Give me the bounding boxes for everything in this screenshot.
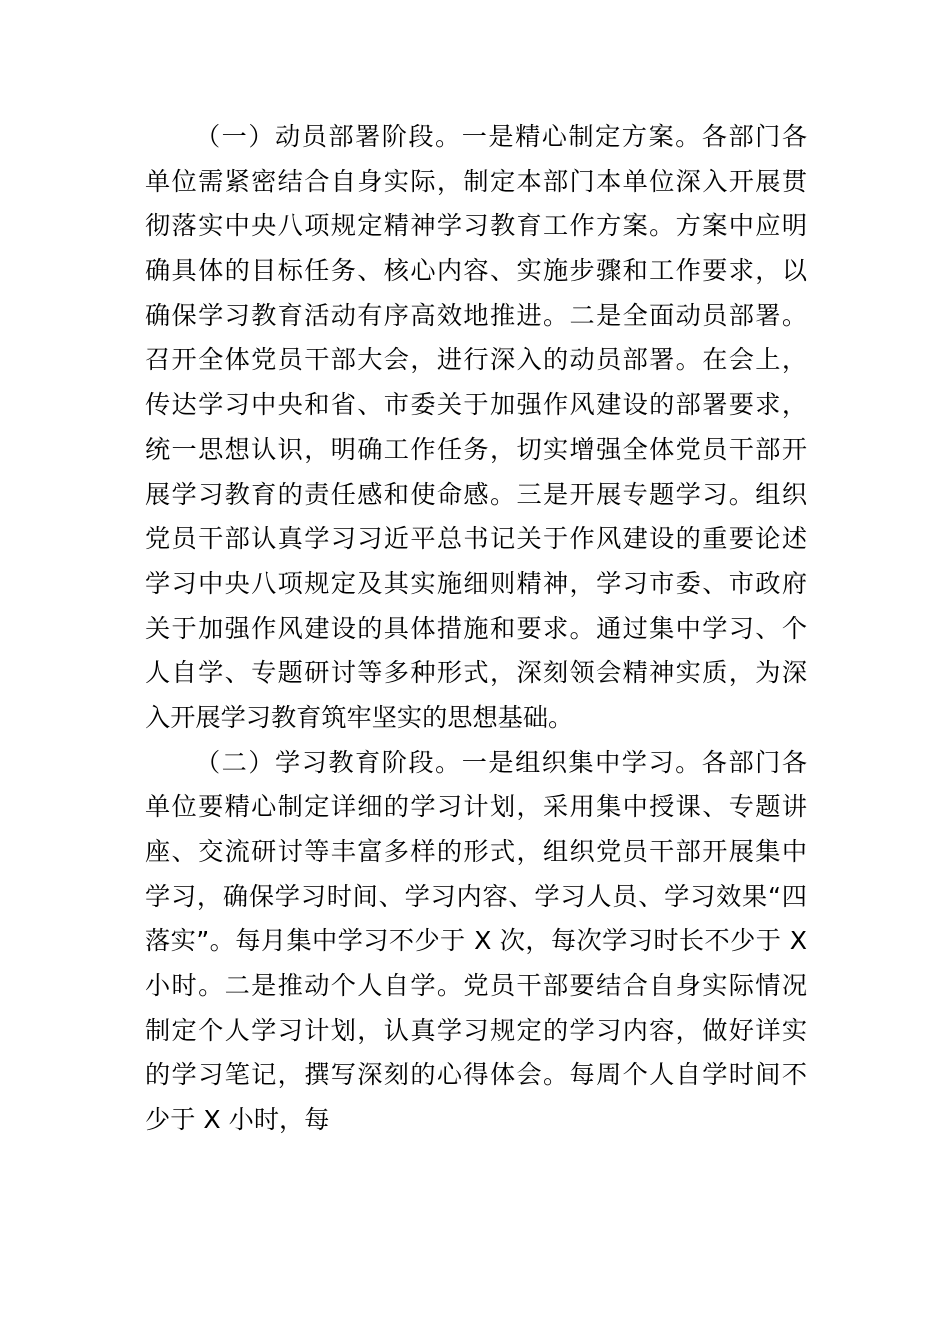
text-line: 传达学习中央和省、市委关于加强作风建设的部署要求， — [145, 390, 807, 420]
text-line: 单位需紧密结合自身实际，制定本部门本单位深入开展贯 — [145, 166, 807, 196]
text-line: 单位要精心制定详细的学习计划，采用集中授课、专题讲 — [145, 792, 807, 822]
text-line: 少于 X 小时，每 — [145, 1105, 330, 1135]
text-line: 统一思想认识，明确工作任务，切实增强全体党员干部开 — [145, 434, 807, 464]
text-line: 座、交流研讨等丰富多样的形式，组织党员干部开展集中 — [145, 837, 807, 866]
text-line: 确具体的目标任务、核心内容、实施步骤和工作要求，以 — [145, 256, 807, 286]
text-line: 展学习教育的责任感和使命感。三是开展专题学习。组织 — [145, 479, 807, 509]
text-line: （二）学习教育阶段。一是组织集中学习。各部门各 — [195, 747, 807, 777]
text-line: 学习，确保学习时间、学习内容、学习人员、学习效果“四 — [145, 881, 807, 911]
text-line: （一）动员部署阶段。一是精心制定方案。各部门各 — [195, 122, 807, 151]
text-line: 落实”。每月集中学习不少于 X 次，每次学习时长不少于 X — [145, 926, 807, 956]
text-line: 确保学习教育活动有序高效地推进。二是全面动员部署。 — [145, 300, 807, 330]
text-line: 小时。二是推动个人自学。党员干部要结合自身实际情况 — [145, 971, 807, 1001]
paragraph-study-stage — [145, 741, 807, 1143]
document-page — [145, 115, 807, 1143]
text-line: 学习中央八项规定及其实施细则精神，学习市委、市政府 — [145, 568, 807, 598]
text-line: 召开全体党员干部大会，进行深入的动员部署。在会上， — [145, 345, 807, 375]
paragraph-mobilization-stage — [145, 115, 807, 741]
text-line: 的学习笔记，撰写深刻的心得体会。每周个人自学时间不 — [145, 1060, 807, 1090]
text-line: 彻落实中央八项规定精神学习教育工作方案。方案中应明 — [145, 211, 807, 241]
text-line: 人自学、专题研讨等多种形式，深刻领会精神实质，为深 — [145, 658, 807, 688]
text-line: 关于加强作风建设的具体措施和要求。通过集中学习、个 — [145, 613, 807, 643]
text-line: 党员干部认真学习习近平总书记关于作风建设的重要论述 — [145, 524, 807, 554]
text-line: 制定个人学习计划，认真学习规定的学习内容，做好详实 — [145, 1015, 807, 1045]
text-line: 入开展学习教育筑牢坚实的思想基础。 — [145, 702, 574, 732]
